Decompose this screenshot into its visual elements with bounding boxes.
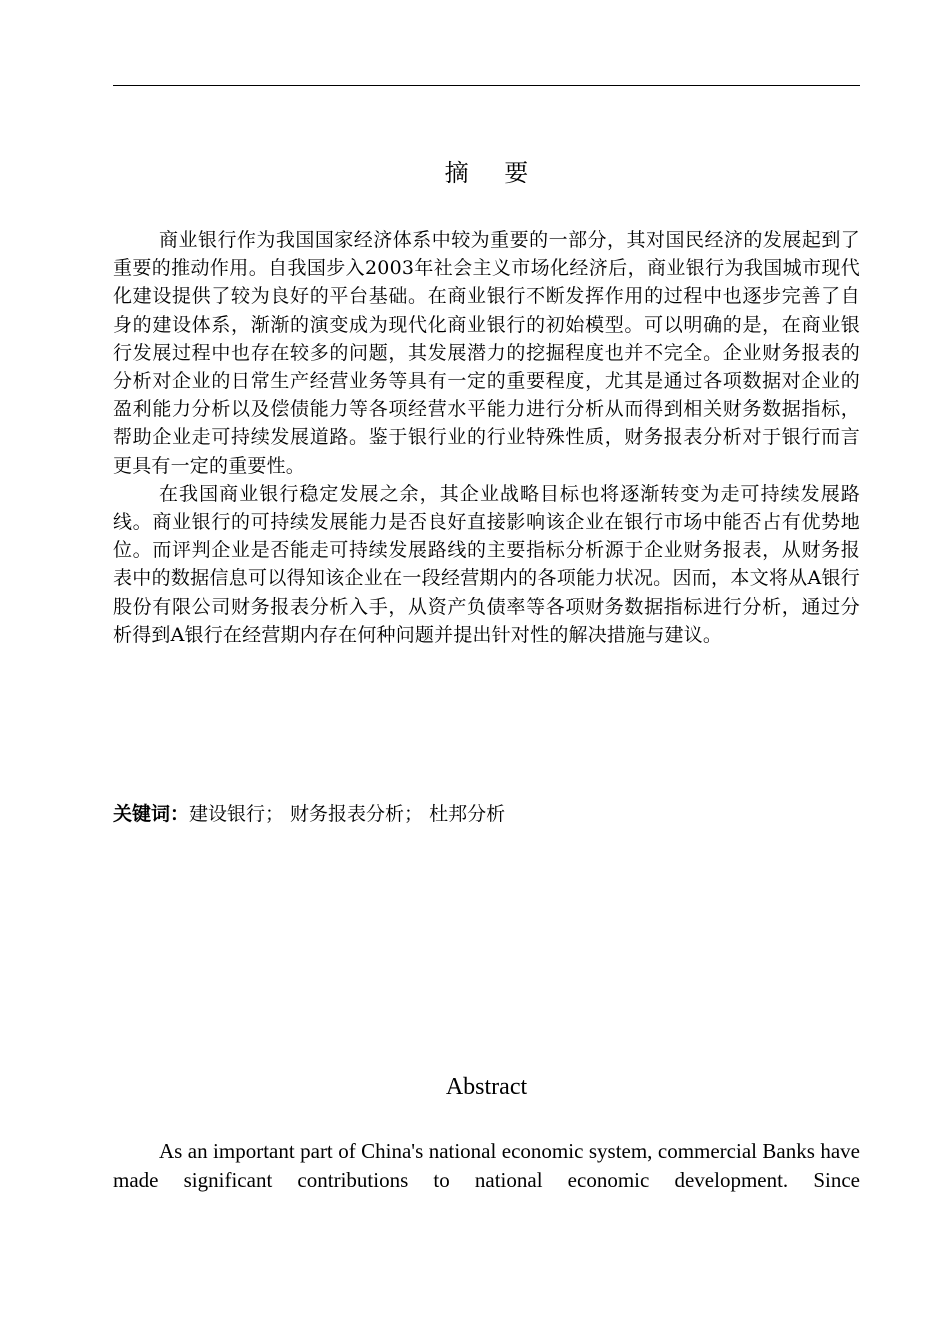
abstract-zh-paragraph: 商业银行作为我国国家经济体系中较为重要的一部分，其对国民经济的发展起到了重要的推动作用。自我国步入2003年社会主义市场化经济后，商业银行为我国城市现代化建设提供了较为良好的平台基础。在商业银行不断发挥作用的过程中也逐步完善了自身的建设体系，渐渐的演变成为现代化商业银行的初始模型。可以明确的是，在商业银行发展过程中也存在较多的问题，其发展潜力的挖掘程度也并不完全。企业财务报表的分析对企业的日常生产经营业务等具有一定的重要程度，尤其是通过各项数据对企业的盈利能力分析以及偿债能力等各项经营水平能力进行分析从而得到相关财务数据指标，帮助企业走可持续发展道路。鉴于银行业的行业特殊性质，财务报表分析对于银行而言更具有一定的重要性。 xyxy=(113,229,860,477)
keywords-line xyxy=(113,800,860,828)
keywords-label: 关键词： xyxy=(113,803,190,825)
abstract-zh-paragraph: 在我国商业银行稳定发展之余，其企业战略目标也将逐渐转变为走可持续发展路线。商业银行的可持续发展能力是否良好直接影响该企业在银行市场中能否占有优势地位。而评判企业是否能走可持续发展路线的主要指标分析源于企业财务报表，从财务报表中的数据信息可以得知该企业在一段经营期内的各项能力状况。因而，本文将从A银行股份有限公司财务报表分析入手，从资产负债率等各项财务数据指标进行分析，通过分析得到A银行在经营期内存在何种问题并提出针对性的解决措施与建议。 xyxy=(113,482,860,646)
header-rule xyxy=(113,85,860,86)
abstract-zh-body xyxy=(113,226,860,649)
abstract-en-title: Abstract xyxy=(445,1074,528,1100)
keywords-text: 建设银行； 财务报表分析； 杜邦分析 xyxy=(189,803,506,825)
abstract-zh-title: 摘 要 xyxy=(444,159,543,187)
abstract-en-paragraph: As an important part of China's national economic system, commercial Banks have made significant contributions to national economic development. Since xyxy=(113,1139,860,1192)
